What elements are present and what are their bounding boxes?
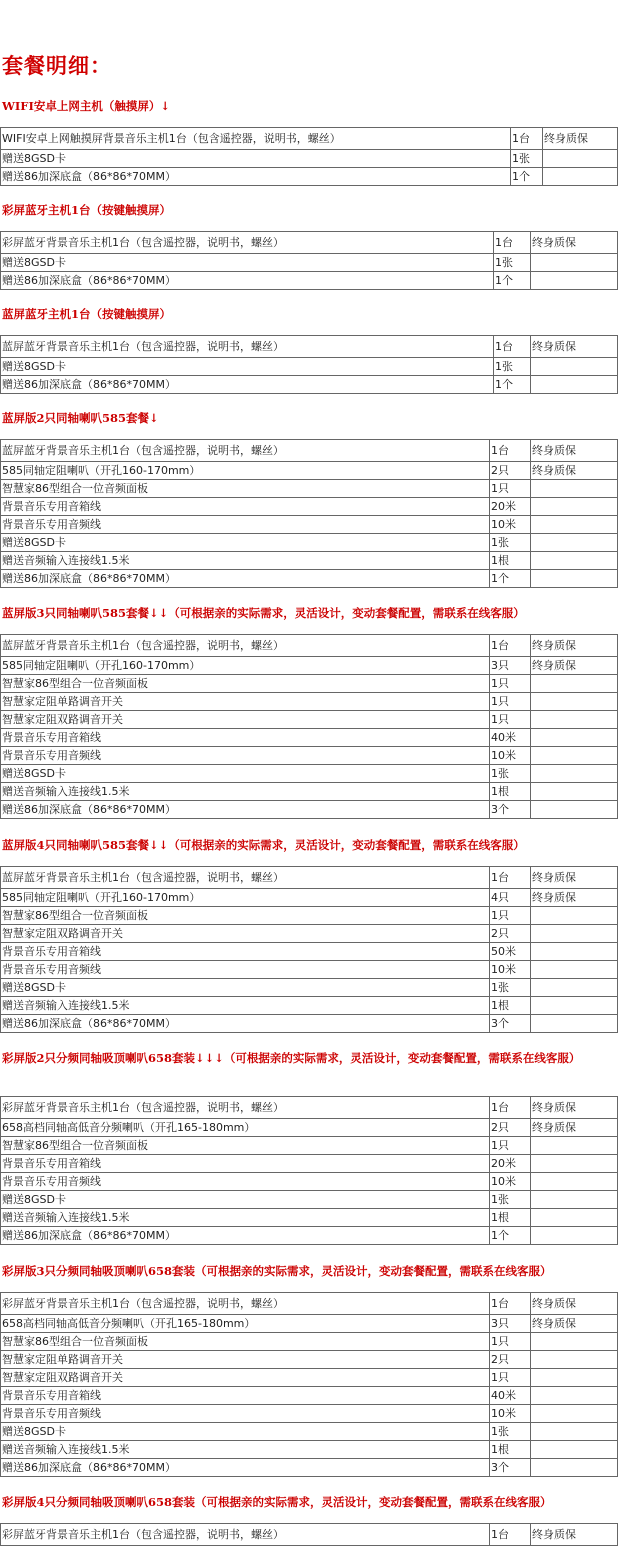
table-row [1,657,618,675]
item-cell: WIFI安卓上网触摸屏背景音乐主机1台（包含遥控器，说明书，螺丝） [1,128,511,150]
package-table-body [1,867,618,1033]
table-row [1,765,618,783]
warranty-cell: 终身质保 [531,1293,618,1315]
table-row [1,1097,618,1119]
qty-cell: 10米 [490,516,531,534]
qty-cell: 1只 [490,1333,531,1351]
item-cell: 智慧家定阻单路调音开关 [1,1351,490,1369]
table-row [1,1524,618,1546]
warranty-cell [531,1387,618,1405]
warranty-cell [531,358,618,376]
warranty-cell [531,907,618,925]
warranty-cell: 终身质保 [531,232,618,254]
table-row [1,168,618,186]
item-cell: 赠送86加深底盒（86*86*70MM） [1,272,494,290]
warranty-cell [531,1459,618,1477]
warranty-cell: 终身质保 [531,867,618,889]
item-cell: 背景音乐专用音箱线 [1,943,490,961]
warranty-cell [531,1441,618,1459]
warranty-cell: 终身质保 [531,1119,618,1137]
item-cell: 658高档同轴高低音分频喇叭（开孔165-180mm） [1,1315,490,1333]
qty-cell: 1个 [490,1227,531,1245]
warranty-cell: 终身质保 [531,336,618,358]
qty-cell: 10米 [490,1173,531,1191]
table-row [1,711,618,729]
qty-cell: 1只 [490,907,531,925]
warranty-cell [531,534,618,552]
table-row [1,440,618,462]
page-title: 套餐明细： [2,53,112,78]
table-row [1,783,618,801]
item-cell: 背景音乐专用音频线 [1,961,490,979]
qty-cell: 1只 [490,711,531,729]
table-row [1,1119,618,1137]
item-cell: 背景音乐专用音频线 [1,1405,490,1423]
table-row [1,1405,618,1423]
item-cell: 智慧家定阻单路调音开关 [1,693,490,711]
package-table [0,634,618,819]
warranty-cell [531,1351,618,1369]
warranty-cell [531,1333,618,1351]
section-heading: 彩屏版2只分频同轴吸顶喇叭658套装↓↓↓（可根据亲的实际需求，灵活设计，变动套餐配置，需联系在线客服） [2,1051,581,1065]
qty-cell: 10米 [490,1405,531,1423]
table-row [1,462,618,480]
qty-cell: 1只 [490,1137,531,1155]
package-table [0,1096,618,1245]
warranty-cell [531,1423,618,1441]
warranty-cell: 终身质保 [531,1524,618,1546]
table-row [1,516,618,534]
item-cell: 背景音乐专用音频线 [1,516,490,534]
qty-cell: 3个 [490,801,531,819]
qty-cell: 1台 [494,232,531,254]
table-row [1,1137,618,1155]
table-row [1,552,618,570]
table-row [1,979,618,997]
warranty-cell: 终身质保 [531,635,618,657]
item-cell: 赠送8GSD卡 [1,1423,490,1441]
table-row [1,376,618,394]
qty-cell: 1张 [490,979,531,997]
warranty-cell [531,747,618,765]
table-row [1,1173,618,1191]
warranty-cell: 终身质保 [531,889,618,907]
section-heading: WIFI安卓上网主机（触摸屏）↓ [2,99,170,113]
warranty-cell [531,1209,618,1227]
warranty-cell [531,1155,618,1173]
qty-cell: 1张 [494,358,531,376]
warranty-cell: 终身质保 [543,128,618,150]
qty-cell: 2只 [490,462,531,480]
section-heading: 彩屏蓝牙主机1台（按键触摸屏） [2,203,171,217]
qty-cell: 50米 [490,943,531,961]
table-row [1,635,618,657]
qty-cell: 1根 [490,783,531,801]
table-row [1,1191,618,1209]
warranty-cell [531,376,618,394]
package-table [0,1523,618,1546]
qty-cell: 1台 [494,336,531,358]
item-cell: 赠送音频输入连接线1.5米 [1,552,490,570]
package-table-body [1,440,618,588]
qty-cell: 1根 [490,997,531,1015]
qty-cell: 40米 [490,729,531,747]
table-row [1,232,618,254]
warranty-cell [543,168,618,186]
warranty-cell: 终身质保 [531,657,618,675]
qty-cell: 3只 [490,657,531,675]
warranty-cell [531,498,618,516]
warranty-cell: 终身质保 [531,1315,618,1333]
warranty-cell [531,943,618,961]
warranty-cell [531,729,618,747]
table-row [1,272,618,290]
warranty-cell [531,979,618,997]
qty-cell: 1只 [490,675,531,693]
item-cell: 赠送8GSD卡 [1,534,490,552]
item-cell: 585同轴定阻喇叭（开孔160-170mm） [1,657,490,675]
package-table-body [1,1097,618,1245]
item-cell: 智慧家86型组合一位音频面板 [1,1137,490,1155]
item-cell: 背景音乐专用音箱线 [1,1155,490,1173]
warranty-cell [531,765,618,783]
item-cell: 赠送8GSD卡 [1,254,494,272]
warranty-cell [531,1191,618,1209]
table-row [1,961,618,979]
package-table [0,1292,618,1477]
qty-cell: 1台 [490,867,531,889]
item-cell: 658高档同轴高低音分频喇叭（开孔165-180mm） [1,1119,490,1137]
item-cell: 赠送8GSD卡 [1,979,490,997]
item-cell: 585同轴定阻喇叭（开孔160-170mm） [1,462,490,480]
qty-cell: 1台 [490,635,531,657]
qty-cell: 1根 [490,1441,531,1459]
table-row [1,925,618,943]
table-row [1,128,618,150]
qty-cell: 1张 [490,1191,531,1209]
item-cell: 背景音乐专用音频线 [1,1173,490,1191]
qty-cell: 1台 [490,1097,531,1119]
table-row [1,1315,618,1333]
table-row [1,254,618,272]
warranty-cell [531,997,618,1015]
warranty-cell [531,516,618,534]
item-cell: 智慧家86型组合一位音频面板 [1,1333,490,1351]
qty-cell: 2只 [490,925,531,943]
item-cell: 智慧家定阻双路调音开关 [1,925,490,943]
package-table [0,231,618,290]
qty-cell: 10米 [490,961,531,979]
table-row [1,747,618,765]
table-row [1,693,618,711]
warranty-cell [531,1227,618,1245]
qty-cell: 20米 [490,498,531,516]
warranty-cell: 终身质保 [531,462,618,480]
item-cell: 彩屏蓝牙背景音乐主机1台（包含遥控器，说明书，螺丝） [1,1524,490,1546]
table-row [1,534,618,552]
item-cell: 蓝屏蓝牙背景音乐主机1台（包含遥控器，说明书，螺丝） [1,440,490,462]
item-cell: 赠送86加深底盒（86*86*70MM） [1,1459,490,1477]
qty-cell: 1根 [490,1209,531,1227]
qty-cell: 1台 [490,1293,531,1315]
table-row [1,1209,618,1227]
package-table [0,335,618,394]
item-cell: 赠送音频输入连接线1.5米 [1,997,490,1015]
item-cell: 背景音乐专用音频线 [1,747,490,765]
table-row [1,1293,618,1315]
item-cell: 智慧家86型组合一位音频面板 [1,675,490,693]
warranty-cell [531,1173,618,1191]
qty-cell: 1台 [511,128,543,150]
qty-cell: 1张 [490,765,531,783]
item-cell: 智慧家定阻双路调音开关 [1,711,490,729]
package-table-body [1,232,618,290]
qty-cell: 3个 [490,1459,531,1477]
qty-cell: 1个 [511,168,543,186]
table-row [1,358,618,376]
table-row [1,1333,618,1351]
package-table-body [1,1293,618,1477]
package-table-body [1,336,618,394]
section-heading: 蓝屏蓝牙主机1台（按键触摸屏） [2,307,171,321]
item-cell: 背景音乐专用音箱线 [1,498,490,516]
table-row [1,675,618,693]
item-cell: 背景音乐专用音箱线 [1,729,490,747]
item-cell: 赠送音频输入连接线1.5米 [1,1209,490,1227]
warranty-cell [531,480,618,498]
item-cell: 赠送8GSD卡 [1,765,490,783]
qty-cell: 2只 [490,1351,531,1369]
item-cell: 蓝屏蓝牙背景音乐主机1台（包含遥控器，说明书，螺丝） [1,867,490,889]
qty-cell: 3只 [490,1315,531,1333]
qty-cell: 1张 [490,534,531,552]
table-row [1,907,618,925]
item-cell: 赠送音频输入连接线1.5米 [1,783,490,801]
qty-cell: 1个 [490,570,531,588]
package-table [0,127,618,186]
section-heading: 彩屏版4只分频同轴吸顶喇叭658套装（可根据亲的实际需求，灵活设计，变动套餐配置，需联系在线客服） [2,1495,552,1509]
item-cell: 智慧家定阻双路调音开关 [1,1369,490,1387]
table-row [1,1423,618,1441]
table-row [1,1155,618,1173]
table-row [1,997,618,1015]
item-cell: 赠送8GSD卡 [1,358,494,376]
table-row [1,801,618,819]
qty-cell: 1张 [490,1423,531,1441]
qty-cell: 1只 [490,480,531,498]
qty-cell: 4只 [490,889,531,907]
warranty-cell [531,570,618,588]
item-cell: 蓝屏蓝牙背景音乐主机1台（包含遥控器，说明书，螺丝） [1,336,494,358]
item-cell: 赠送86加深底盒（86*86*70MM） [1,1227,490,1245]
table-row [1,1369,618,1387]
qty-cell: 1只 [490,1369,531,1387]
table-row [1,1441,618,1459]
item-cell: 智慧家86型组合一位音频面板 [1,907,490,925]
item-cell: 蓝屏蓝牙背景音乐主机1台（包含遥控器，说明书，螺丝） [1,635,490,657]
item-cell: 彩屏蓝牙背景音乐主机1台（包含遥控器，说明书，螺丝） [1,1293,490,1315]
warranty-cell [531,1369,618,1387]
package-table [0,866,618,1033]
qty-cell: 1根 [490,552,531,570]
package-table-body [1,128,618,186]
section-heading: 彩屏版3只分频同轴吸顶喇叭658套装（可根据亲的实际需求，灵活设计，变动套餐配置，需联系在线客服） [2,1264,552,1278]
qty-cell: 2只 [490,1119,531,1137]
table-row [1,480,618,498]
table-row [1,498,618,516]
warranty-cell [531,552,618,570]
table-row [1,336,618,358]
warranty-cell [531,1137,618,1155]
package-table-body [1,635,618,819]
item-cell: 585同轴定阻喇叭（开孔160-170mm） [1,889,490,907]
warranty-cell [531,1405,618,1423]
item-cell: 背景音乐专用音箱线 [1,1387,490,1405]
qty-cell: 1只 [490,693,531,711]
section-heading: 蓝屏版3只同轴喇叭585套餐↓↓（可根据亲的实际需求，灵活设计，变动套餐配置，需联系在线客服） [2,606,525,620]
qty-cell: 1个 [494,272,531,290]
package-table-body [1,1524,618,1546]
section-heading: 蓝屏版4只同轴喇叭585套餐↓↓（可根据亲的实际需求，灵活设计，变动套餐配置，需联系在线客服） [2,838,525,852]
item-cell: 彩屏蓝牙背景音乐主机1台（包含遥控器，说明书，螺丝） [1,1097,490,1119]
warranty-cell [531,675,618,693]
qty-cell: 1个 [494,376,531,394]
item-cell: 赠送音频输入连接线1.5米 [1,1441,490,1459]
table-row [1,1459,618,1477]
warranty-cell [531,254,618,272]
qty-cell: 10米 [490,747,531,765]
warranty-cell [531,1015,618,1033]
warranty-cell: 终身质保 [531,1097,618,1119]
warranty-cell [531,272,618,290]
table-row [1,1351,618,1369]
section-heading: 蓝屏版2只同轴喇叭585套餐↓ [2,411,159,425]
warranty-cell [531,693,618,711]
table-row [1,729,618,747]
item-cell: 智慧家86型组合一位音频面板 [1,480,490,498]
qty-cell: 1张 [494,254,531,272]
item-cell: 赠送8GSD卡 [1,1191,490,1209]
table-row [1,867,618,889]
warranty-cell [531,925,618,943]
item-cell: 赠送86加深底盒（86*86*70MM） [1,168,511,186]
warranty-cell: 终身质保 [531,440,618,462]
package-table [0,439,618,588]
warranty-cell [543,150,618,168]
qty-cell: 20米 [490,1155,531,1173]
warranty-cell [531,801,618,819]
table-row [1,1015,618,1033]
item-cell: 赠送86加深底盒（86*86*70MM） [1,376,494,394]
table-row [1,943,618,961]
item-cell: 彩屏蓝牙背景音乐主机1台（包含遥控器，说明书，螺丝） [1,232,494,254]
qty-cell: 40米 [490,1387,531,1405]
warranty-cell [531,711,618,729]
qty-cell: 1台 [490,1524,531,1546]
item-cell: 赠送86加深底盒（86*86*70MM） [1,570,490,588]
table-row [1,150,618,168]
table-row [1,570,618,588]
qty-cell: 1台 [490,440,531,462]
table-row [1,1387,618,1405]
item-cell: 赠送86加深底盒（86*86*70MM） [1,1015,490,1033]
table-row [1,889,618,907]
warranty-cell [531,783,618,801]
qty-cell: 3个 [490,1015,531,1033]
table-row [1,1227,618,1245]
item-cell: 赠送86加深底盒（86*86*70MM） [1,801,490,819]
item-cell: 赠送8GSD卡 [1,150,511,168]
qty-cell: 1张 [511,150,543,168]
warranty-cell [531,961,618,979]
